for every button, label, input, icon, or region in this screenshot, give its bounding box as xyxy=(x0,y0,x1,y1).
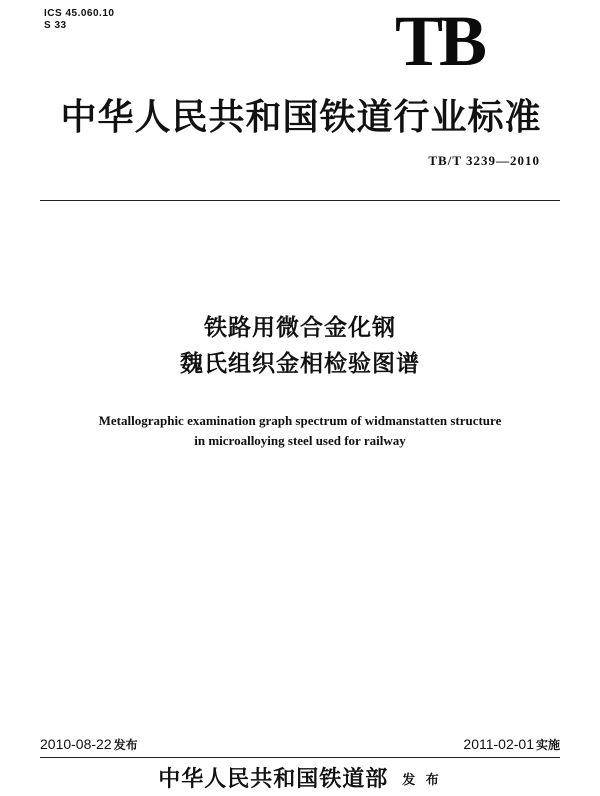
issuing-organization: 中华人民共和国铁道部 xyxy=(158,766,389,792)
issuer-line xyxy=(0,764,600,794)
release-date-block xyxy=(40,735,138,754)
english-title xyxy=(0,411,600,451)
standard-logo: TB xyxy=(395,1,484,81)
chinese-title xyxy=(0,310,600,382)
header-divider xyxy=(40,200,560,201)
implementation-label: 实施 xyxy=(535,738,560,752)
chinese-title-line-2: 魏氏组织金相检验图谱 xyxy=(180,351,420,377)
english-title-line-2: in microalloying steel used for railway xyxy=(194,433,406,448)
standard-number: TB/T 3239—2010 xyxy=(428,153,540,168)
classification-codes xyxy=(44,8,114,32)
authority-title: 中华人民共和国铁道行业标准 xyxy=(60,96,542,138)
ccs-code: S 33 xyxy=(44,20,67,31)
release-date: 2010-08-22 xyxy=(40,736,112,752)
chinese-title-line-1: 铁路用微合金化钢 xyxy=(204,315,396,341)
implementation-date-block xyxy=(463,735,560,754)
implementation-date: 2011-02-01 xyxy=(463,736,534,752)
english-title-line-1: Metallographic examination graph spectrum of widmanstatten structure xyxy=(98,413,502,428)
footer-divider xyxy=(40,757,560,758)
release-label: 发布 xyxy=(113,738,138,752)
ics-code: ICS 45.060.10 xyxy=(44,8,115,19)
issue-verb: 发 布 xyxy=(402,773,442,788)
